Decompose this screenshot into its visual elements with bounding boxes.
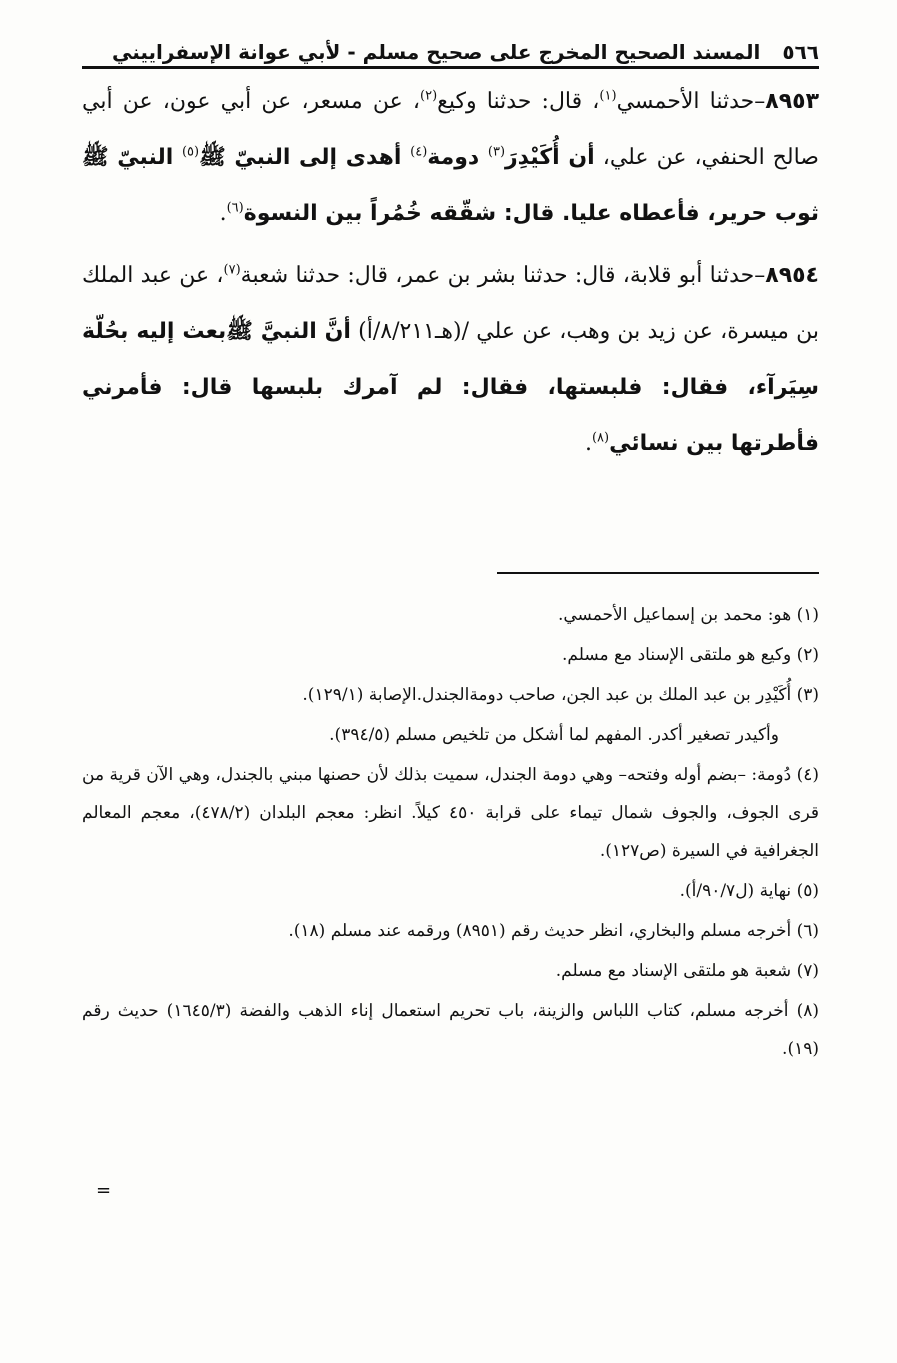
footnotes [82,596,819,1070]
book-title: المسند الصحيح المخرج على صحيح مسلم - لأبي عوانة الإسفراييني [111,40,761,64]
footnote-6: (٦) أخرجه مسلم والبخاري، انظر حديث رقم (٨٩٥١) ورقمه عند مسلم (١٨). [288,921,819,941]
footnote-separator [497,572,819,574]
footnote-1: (١) هو: محمد بن إسماعيل الأحمسي. [557,605,819,625]
page-mark: = [96,1180,112,1201]
hadith-8953: ٨٩٥٣–حدثنا الأحمسي$^{(١)}$، قال: حدثنا وكيع$^{(٢)}$، عن مسعر، عن أبي عون، عن أبي صالح الحنفي، عن علي، أن أُكَيْدِرَ$^{(٣)}$ دومة$^{(٤)}$ أهدى إلى النبيّ ﷺ$^{(٥)}$ النبيّ ﷺ ثوب حرير، فأعطاه عليا. قال: شقّقه خُمُراً بين النسوة$^{(٦)}$. [82,88,819,226]
footnote-8: (٨) أخرجه مسلم، كتاب اللباس والزينة، باب تحريم استعمال إناء الذهب والفضة (١٦٤٥/٣) حديث رقم (١٩). [82,1001,820,1059]
header-rule [82,66,819,69]
running-header [82,20,819,64]
footnote-2: (٢) وكيع هو ملتقى الإسناد مع مسلم. [561,645,819,665]
footnote-4: (٤) دُومة: –بضم أوله وفتحه– وهي دومة الجندل، سميت بذلك لأن حصنها مبني بالجندل، وهي الآن قرية من قرى الجوف، والجوف شمال تيماء على قرابة ٤٥٠ كيلاً. انظر: معجم البلدان (٤٧٨/٢)، معجم المعالم الجغرافية في السيرة (ص١٢٧). [82,765,819,861]
hadith-number: ٨٩٥٣ [765,89,819,114]
footnote-ref: (٣) [487,144,506,160]
footnote-ref: (٤) [410,144,428,160]
footnote-5: (٥) نهاية (ل٩٠/٧/أ). [679,881,819,901]
footnote-ref: (٦) [226,200,244,216]
footnote-ref: (٥) [181,144,200,160]
footnote-ref: (١) [599,88,617,104]
footnote-3-continued: وأكيدر تصغير أكدر. المفهم لما أشكل من تلخيص مسلم (٣٩٤/٥). [329,725,779,745]
footnote-ref: (٨) [591,430,610,446]
hadith-number: ٨٩٥٤ [765,263,819,288]
footnote-7: (٧) شعبة هو ملتقى الإسناد مع مسلم. [555,961,819,981]
footnote-ref: (٧) [223,262,241,278]
page-number: ٥٦٦ [782,40,819,64]
footnote-3: (٣) أُكَيْدِر بن عبد الملك بن عبد الجن، صاحب دومةالجندل.الإصابة (١٢٩/١). [302,685,819,705]
main-text [82,74,819,478]
hadith-8954: ٨٩٥٤–حدثنا أبو قلابة، قال: حدثنا بشر بن عمر، قال: حدثنا شعبة$^{(٧)}$، عن عبد الملك بن ميسرة، عن زيد بن وهب، عن علي /(هـ٨/٢١١/أ) أنَّ النبيَّ ﷺبعث إليه بحُلّة سِيَرآء، فقال: فلبستها، فقال: لم آمرك بلبسها قال: فأمرني فأطرتها بين نسائي$^{(٨)}$. [82,262,819,456]
footnote-ref: (٢) [420,88,438,104]
